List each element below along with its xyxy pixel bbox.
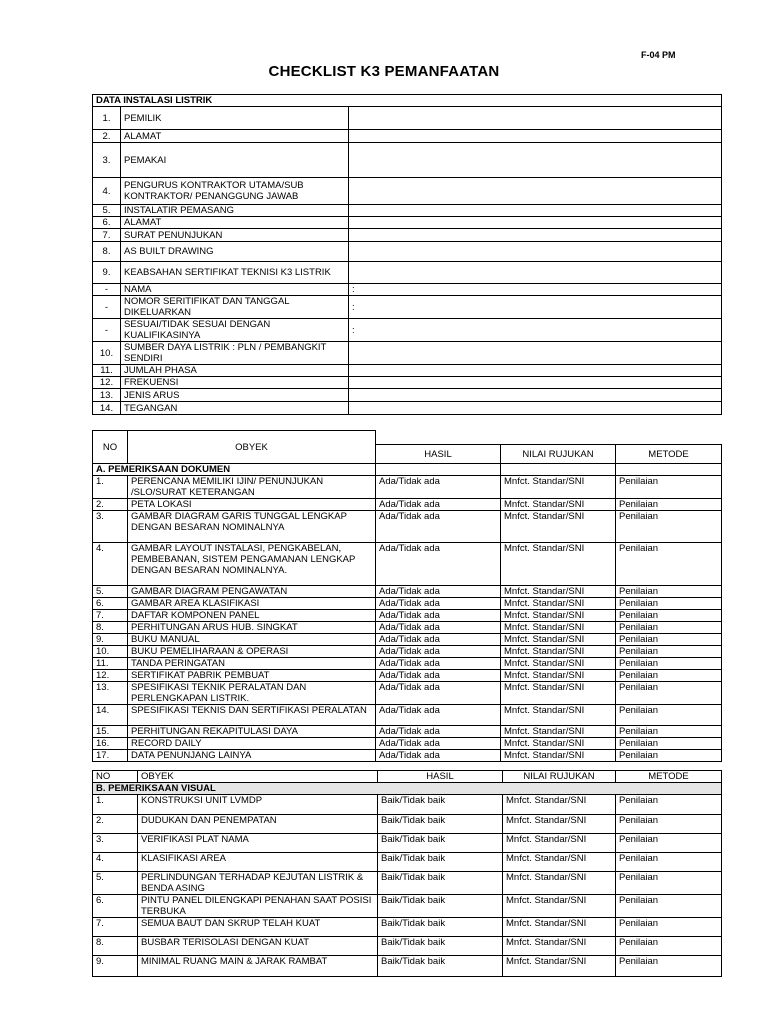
- row-number: 7.: [93, 610, 128, 622]
- row-number: 12.: [93, 670, 128, 682]
- result-value: Ada/Tidak ada: [376, 598, 501, 610]
- field-value: [349, 242, 722, 262]
- method-value: Penilaian: [616, 499, 722, 511]
- visual-row: [93, 815, 722, 834]
- result-value: Ada/Tidak ada: [376, 476, 501, 499]
- installation-row: [93, 217, 722, 229]
- visual-row: [93, 895, 722, 918]
- field-label: SESUAI/TIDAK SESUAI DENGAN KUALIFIKASINYA: [121, 319, 349, 342]
- column-header-reference: NILAI RUJUKAN: [503, 771, 616, 783]
- reference-value: Mnfct. Standar/SNI: [503, 795, 616, 815]
- reference-value: Mnfct. Standar/SNI: [503, 834, 616, 853]
- inspection-item: BUKU MANUAL: [128, 634, 376, 646]
- result-value: Baik/Tidak baik: [378, 956, 503, 977]
- inspection-item: SPESIFIKASI TEKNIK PERALATAN DAN PERLENGKAPAN LISTRIK.: [128, 682, 376, 705]
- row-number: 5.: [93, 205, 121, 217]
- reference-value: Mnfct. Standar/SNI: [501, 682, 616, 705]
- inspection-item: DAFTAR KOMPONEN PANEL: [128, 610, 376, 622]
- installation-row: [93, 143, 722, 178]
- inspection-item: PINTU PANEL DILENGKAPI PENAHAN SAAT POSISI TERBUKA: [138, 895, 378, 918]
- field-label: FREKUENSI: [121, 377, 349, 389]
- inspection-item: KONSTRUKSI UNIT LVMDP: [138, 795, 378, 815]
- field-label: SUMBER DAYA LISTRIK : PLN / PEMBANGKIT SENDIRI: [121, 342, 349, 365]
- row-number: 14.: [93, 402, 121, 415]
- document-title: CHECKLIST K3 PEMANFAATAN: [268, 63, 500, 80]
- document-row: [93, 670, 722, 682]
- field-label: ALAMAT: [121, 130, 349, 143]
- column-header-no: NO: [93, 771, 138, 783]
- result-value: Baik/Tidak baik: [378, 834, 503, 853]
- document-row: [93, 634, 722, 646]
- reference-value: Mnfct. Standar/SNI: [501, 476, 616, 499]
- reference-value: Mnfct. Standar/SNI: [501, 705, 616, 726]
- field-label: ALAMAT: [121, 217, 349, 229]
- method-value: Penilaian: [616, 682, 722, 705]
- inspection-item: GAMBAR DIAGRAM PENGAWATAN: [128, 586, 376, 598]
- reference-value: Mnfct. Standar/SNI: [501, 658, 616, 670]
- method-value: Penilaian: [616, 750, 722, 762]
- row-number: 1.: [93, 107, 121, 130]
- result-value: Baik/Tidak baik: [378, 895, 503, 918]
- document-inspection-table: [92, 430, 722, 762]
- field-value: [349, 402, 722, 415]
- field-label: PEMAKAI: [121, 143, 349, 178]
- method-value: Penilaian: [616, 646, 722, 658]
- method-value: Penilaian: [616, 918, 722, 937]
- result-value: Ada/Tidak ada: [376, 682, 501, 705]
- field-label: NAMA: [121, 284, 349, 296]
- field-label: SURAT PENUNJUKAN: [121, 229, 349, 242]
- row-number: 13.: [93, 389, 121, 402]
- document-row: [93, 476, 722, 499]
- inspection-item: PERHITUNGAN REKAPITULASI DAYA: [128, 726, 376, 738]
- document-row: [93, 543, 722, 586]
- row-number: -: [93, 284, 121, 296]
- reference-value: Mnfct. Standar/SNI: [503, 937, 616, 956]
- method-value: Penilaian: [616, 937, 722, 956]
- document-row: [93, 586, 722, 598]
- field-label: INSTALATIR PEMASANG: [121, 205, 349, 217]
- row-number: -: [93, 319, 121, 342]
- field-label: PENGURUS KONTRAKTOR UTAMA/SUB KONTRAKTOR/ PENANGGUNG JAWAB: [121, 178, 349, 205]
- installation-row: [93, 242, 722, 262]
- reference-value: Mnfct. Standar/SNI: [501, 610, 616, 622]
- reference-value: Mnfct. Standar/SNI: [503, 956, 616, 977]
- result-value: Baik/Tidak baik: [378, 918, 503, 937]
- reference-value: Mnfct. Standar/SNI: [503, 872, 616, 895]
- section-cell: [501, 464, 616, 476]
- row-number: 17.: [93, 750, 128, 762]
- row-number: 7.: [93, 918, 138, 937]
- row-number: 11.: [93, 658, 128, 670]
- method-value: Penilaian: [616, 853, 722, 872]
- inspection-item: SERTIFIKAT PABRIK PEMBUAT: [128, 670, 376, 682]
- visual-row: [93, 834, 722, 853]
- field-label: JUMLAH PHASA: [121, 365, 349, 377]
- header-spacer: [376, 431, 722, 445]
- installation-row: [93, 365, 722, 377]
- result-value: Ada/Tidak ada: [376, 499, 501, 511]
- reference-value: Mnfct. Standar/SNI: [501, 598, 616, 610]
- reference-value: Mnfct. Standar/SNI: [503, 815, 616, 834]
- result-value: Ada/Tidak ada: [376, 726, 501, 738]
- reference-value: Mnfct. Standar/SNI: [501, 511, 616, 543]
- row-number: 8.: [93, 242, 121, 262]
- row-number: 4.: [93, 543, 128, 586]
- result-value: Ada/Tidak ada: [376, 543, 501, 586]
- installation-row: [93, 319, 722, 342]
- inspection-item: SPESIFIKASI TEKNIS DAN SERTIFIKASI PERALATAN: [128, 705, 376, 726]
- row-number: 1.: [93, 476, 128, 499]
- inspection-item: GAMBAR DIAGRAM GARIS TUNGGAL LENGKAP DENGAN BESARAN NOMINALNYA: [128, 511, 376, 543]
- row-number: 6.: [93, 598, 128, 610]
- document-row: [93, 646, 722, 658]
- field-value: [349, 107, 722, 130]
- field-value: :: [349, 296, 722, 319]
- row-number: 14.: [93, 705, 128, 726]
- field-label: TEGANGAN: [121, 402, 349, 415]
- installation-row: [93, 284, 722, 296]
- row-number: 5.: [93, 586, 128, 598]
- result-value: Ada/Tidak ada: [376, 738, 501, 750]
- field-value: [349, 143, 722, 178]
- result-value: Ada/Tidak ada: [376, 610, 501, 622]
- reference-value: Mnfct. Standar/SNI: [501, 750, 616, 762]
- field-value: [349, 229, 722, 242]
- visual-row: [93, 795, 722, 815]
- document-row: [93, 750, 722, 762]
- inspection-item: PERLINDUNGAN TERHADAP KEJUTAN LISTRIK & BENDA ASING: [138, 872, 378, 895]
- inspection-item: DATA PENUNJANG LAINYA: [128, 750, 376, 762]
- result-value: Ada/Tidak ada: [376, 586, 501, 598]
- result-value: Ada/Tidak ada: [376, 622, 501, 634]
- row-number: 3.: [93, 834, 138, 853]
- inspection-item: TANDA PERINGATAN: [128, 658, 376, 670]
- row-number: 8.: [93, 622, 128, 634]
- row-number: 10.: [93, 342, 121, 365]
- reference-value: Mnfct. Standar/SNI: [501, 622, 616, 634]
- inspection-item: KLASIFIKASI AREA: [138, 853, 378, 872]
- field-label: PEMILIK: [121, 107, 349, 130]
- row-number: 2.: [93, 815, 138, 834]
- inspection-item: BUSBAR TERISOLASI DENGAN KUAT: [138, 937, 378, 956]
- reference-value: Mnfct. Standar/SNI: [501, 646, 616, 658]
- field-value: :: [349, 284, 722, 296]
- inspection-item: PERENCANA MEMILIKI IJIN/ PENUNJUKAN /SLO/SURAT KETERANGAN: [128, 476, 376, 499]
- section-heading-visual: B. PEMERIKSAAN VISUAL: [93, 783, 722, 795]
- installation-row: [93, 342, 722, 365]
- reference-value: Mnfct. Standar/SNI: [501, 543, 616, 586]
- section-heading-documents: A. PEMERIKSAAN DOKUMEN: [93, 464, 376, 476]
- installation-row: [93, 402, 722, 415]
- column-header-no: NO: [93, 431, 128, 464]
- installation-heading: DATA INSTALASI LISTRIK: [93, 95, 722, 107]
- reference-value: Mnfct. Standar/SNI: [503, 853, 616, 872]
- row-number: 4.: [93, 853, 138, 872]
- method-value: Penilaian: [616, 476, 722, 499]
- column-header-object: OBYEK: [138, 771, 378, 783]
- field-value: [349, 178, 722, 205]
- result-value: Ada/Tidak ada: [376, 705, 501, 726]
- field-label: JENIS ARUS: [121, 389, 349, 402]
- row-number: 2.: [93, 130, 121, 143]
- installation-row: [93, 262, 722, 284]
- visual-row: [93, 956, 722, 977]
- document-row: [93, 682, 722, 705]
- field-value: [349, 389, 722, 402]
- row-number: 6.: [93, 217, 121, 229]
- reference-value: Mnfct. Standar/SNI: [503, 895, 616, 918]
- inspection-item: RECORD DAILY: [128, 738, 376, 750]
- field-value: :: [349, 319, 722, 342]
- document-row: [93, 511, 722, 543]
- method-value: Penilaian: [616, 658, 722, 670]
- result-value: Ada/Tidak ada: [376, 646, 501, 658]
- visual-row: [93, 937, 722, 956]
- result-value: Ada/Tidak ada: [376, 511, 501, 543]
- installation-row: [93, 178, 722, 205]
- form-code: F-04 PM: [641, 50, 676, 60]
- column-header-object: OBYEK: [128, 431, 376, 464]
- method-value: Penilaian: [616, 670, 722, 682]
- inspection-item: GAMBAR LAYOUT INSTALASI, PENGKABELAN, PEMBEBANAN, SISTEM PENGAMANAN LENGKAP DENGAN BESARAN NOMINALNYA.: [128, 543, 376, 586]
- row-number: 7.: [93, 229, 121, 242]
- result-value: Ada/Tidak ada: [376, 670, 501, 682]
- document-row: [93, 499, 722, 511]
- method-value: Penilaian: [616, 543, 722, 586]
- document-row: [93, 622, 722, 634]
- installation-row: [93, 389, 722, 402]
- field-label: NOMOR SERITIFIKAT DAN TANGGAL DIKELUARKAN: [121, 296, 349, 319]
- row-number: 2.: [93, 499, 128, 511]
- installation-row: [93, 229, 722, 242]
- column-header-method: METODE: [616, 771, 722, 783]
- inspection-item: VERIFIKASI PLAT NAMA: [138, 834, 378, 853]
- row-number: 8.: [93, 937, 138, 956]
- document-row: [93, 705, 722, 726]
- inspection-item: GAMBAR AREA KLASIFIKASI: [128, 598, 376, 610]
- field-value: [349, 365, 722, 377]
- inspection-item: PERHITUNGAN ARUS HUB. SINGKAT: [128, 622, 376, 634]
- inspection-item: SEMUA BAUT DAN SKRUP TELAH KUAT: [138, 918, 378, 937]
- row-number: 1.: [93, 795, 138, 815]
- inspection-item: MINIMAL RUANG MAIN & JARAK RAMBAT: [138, 956, 378, 977]
- method-value: Penilaian: [616, 872, 722, 895]
- visual-row: [93, 872, 722, 895]
- row-number: 10.: [93, 646, 128, 658]
- reference-value: Mnfct. Standar/SNI: [501, 634, 616, 646]
- field-value: [349, 262, 722, 284]
- document-row: [93, 610, 722, 622]
- method-value: Penilaian: [616, 738, 722, 750]
- method-value: Penilaian: [616, 815, 722, 834]
- inspection-item: PETA LOKASI: [128, 499, 376, 511]
- result-value: Baik/Tidak baik: [378, 937, 503, 956]
- result-value: Ada/Tidak ada: [376, 658, 501, 670]
- result-value: Ada/Tidak ada: [376, 634, 501, 646]
- method-value: Penilaian: [616, 956, 722, 977]
- document-row: [93, 598, 722, 610]
- row-number: -: [93, 296, 121, 319]
- method-value: Penilaian: [616, 705, 722, 726]
- installation-row: [93, 296, 722, 319]
- field-label: AS BUILT DRAWING: [121, 242, 349, 262]
- result-value: Baik/Tidak baik: [378, 872, 503, 895]
- result-value: Ada/Tidak ada: [376, 750, 501, 762]
- method-value: Penilaian: [616, 726, 722, 738]
- method-value: Penilaian: [616, 895, 722, 918]
- reference-value: Mnfct. Standar/SNI: [503, 918, 616, 937]
- section-cell: [616, 464, 722, 476]
- field-value: [349, 342, 722, 365]
- installation-data-table: [92, 94, 722, 415]
- method-value: Penilaian: [616, 834, 722, 853]
- row-number: 15.: [93, 726, 128, 738]
- installation-row: [93, 205, 722, 217]
- row-number: 9.: [93, 634, 128, 646]
- visual-row: [93, 918, 722, 937]
- column-header-method: METODE: [616, 445, 722, 464]
- installation-row: [93, 377, 722, 389]
- field-value: [349, 130, 722, 143]
- installation-row: [93, 130, 722, 143]
- row-number: 5.: [93, 872, 138, 895]
- field-value: [349, 377, 722, 389]
- row-number: 6.: [93, 895, 138, 918]
- row-number: 11.: [93, 365, 121, 377]
- reference-value: Mnfct. Standar/SNI: [501, 586, 616, 598]
- document-row: [93, 738, 722, 750]
- method-value: Penilaian: [616, 598, 722, 610]
- reference-value: Mnfct. Standar/SNI: [501, 738, 616, 750]
- field-label: KEABSAHAN SERTIFIKAT TEKNISI K3 LISTRIK: [121, 262, 349, 284]
- field-value: [349, 217, 722, 229]
- row-number: 3.: [93, 511, 128, 543]
- installation-row: [93, 107, 722, 130]
- inspection-item: DUDUKAN DAN PENEMPATAN: [138, 815, 378, 834]
- method-value: Penilaian: [616, 634, 722, 646]
- result-value: Baik/Tidak baik: [378, 815, 503, 834]
- row-number: 4.: [93, 178, 121, 205]
- row-number: 9.: [93, 956, 138, 977]
- reference-value: Mnfct. Standar/SNI: [501, 499, 616, 511]
- inspection-item: BUKU PEMELIHARAAN & OPERASI: [128, 646, 376, 658]
- column-header-result: HASIL: [378, 771, 503, 783]
- row-number: 12.: [93, 377, 121, 389]
- field-value: [349, 205, 722, 217]
- document-row: [93, 658, 722, 670]
- reference-value: Mnfct. Standar/SNI: [501, 726, 616, 738]
- row-number: 13.: [93, 682, 128, 705]
- document-row: [93, 726, 722, 738]
- method-value: Penilaian: [616, 511, 722, 543]
- visual-inspection-table: [92, 770, 722, 977]
- column-header-reference: NILAI RUJUKAN: [501, 445, 616, 464]
- method-value: Penilaian: [616, 795, 722, 815]
- column-header-result: HASIL: [376, 445, 501, 464]
- section-cell: [376, 464, 501, 476]
- row-number: 16.: [93, 738, 128, 750]
- result-value: Baik/Tidak baik: [378, 853, 503, 872]
- method-value: Penilaian: [616, 622, 722, 634]
- method-value: Penilaian: [616, 586, 722, 598]
- result-value: Baik/Tidak baik: [378, 795, 503, 815]
- visual-row: [93, 853, 722, 872]
- row-number: 9.: [93, 262, 121, 284]
- row-number: 3.: [93, 143, 121, 178]
- reference-value: Mnfct. Standar/SNI: [501, 670, 616, 682]
- method-value: Penilaian: [616, 610, 722, 622]
